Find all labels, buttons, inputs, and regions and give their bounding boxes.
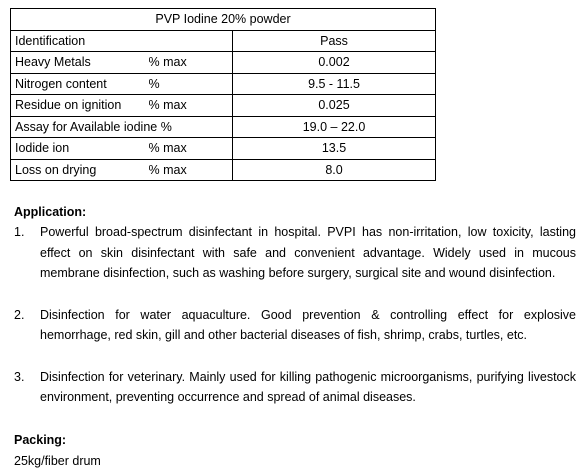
value-cell: 19.0 – 22.0 [233, 116, 436, 138]
table-row [11, 159, 436, 181]
value-cell: 0.002 [233, 52, 436, 74]
packing-text: 25kg/fiber drum [14, 454, 101, 468]
parameter-cell: Nitrogen content [11, 73, 149, 95]
value-cell: 9.5 - 11.5 [233, 73, 436, 95]
table-header-row [11, 9, 436, 31]
list-item-text: Powerful broad-spectrum disinfectant in hospital. PVPI has non-irritation, low toxicity, lasting effect on skin disinfectant with safe and convenient advantage. Widely used in mucous membrane disinfection, such as washing before surgery, surgical site and wound disinfection. [40, 225, 576, 280]
parameter-cell: Heavy Metals [11, 52, 149, 74]
table-row [11, 116, 436, 138]
table-title: PVP Iodine 20% powder [11, 9, 436, 31]
table-row [11, 73, 436, 95]
value-cell: 13.5 [233, 138, 436, 160]
unit-cell: % max [149, 52, 233, 74]
unit-cell: % [149, 73, 233, 95]
table-row [11, 30, 436, 52]
application-heading: Application: [14, 205, 87, 219]
list-item [14, 305, 576, 346]
unit-cell: % max [149, 138, 233, 160]
table-row [11, 52, 436, 74]
list-item [14, 222, 576, 284]
table-row [11, 138, 436, 160]
list-item [14, 367, 576, 408]
application-list [14, 222, 576, 408]
packing-heading: Packing: [14, 433, 67, 447]
value-cell: Pass [233, 30, 436, 52]
parameter-cell: Identification [11, 30, 149, 52]
value-cell: 0.025 [233, 95, 436, 117]
specification-table [10, 8, 436, 181]
parameter-cell: Iodide ion [11, 138, 149, 160]
unit-cell [149, 30, 233, 52]
parameter-cell: Assay for Available iodine % [11, 116, 233, 138]
list-item-number: 1. [14, 225, 25, 239]
list-item-text: Disinfection for water aquaculture. Good prevention & controlling effect for explosive hemorrhage, red skin, gill and other bacterial diseases of fish, shrimp, crabs, turtles, etc. [40, 307, 576, 342]
unit-cell: % max [149, 159, 233, 181]
list-item-text: Disinfection for veterinary. Mainly used for killing pathogenic microorganisms, purifying livestock environment, preventing occurrence and spread of animal diseases. [40, 369, 576, 404]
list-item-number: 3. [14, 369, 25, 384]
table-row [11, 95, 436, 117]
parameter-cell: Loss on drying [11, 159, 149, 181]
unit-cell: % max [149, 95, 233, 117]
list-item-number: 2. [14, 307, 25, 322]
parameter-cell: Residue on ignition [11, 95, 149, 117]
value-cell: 8.0 [233, 159, 436, 181]
